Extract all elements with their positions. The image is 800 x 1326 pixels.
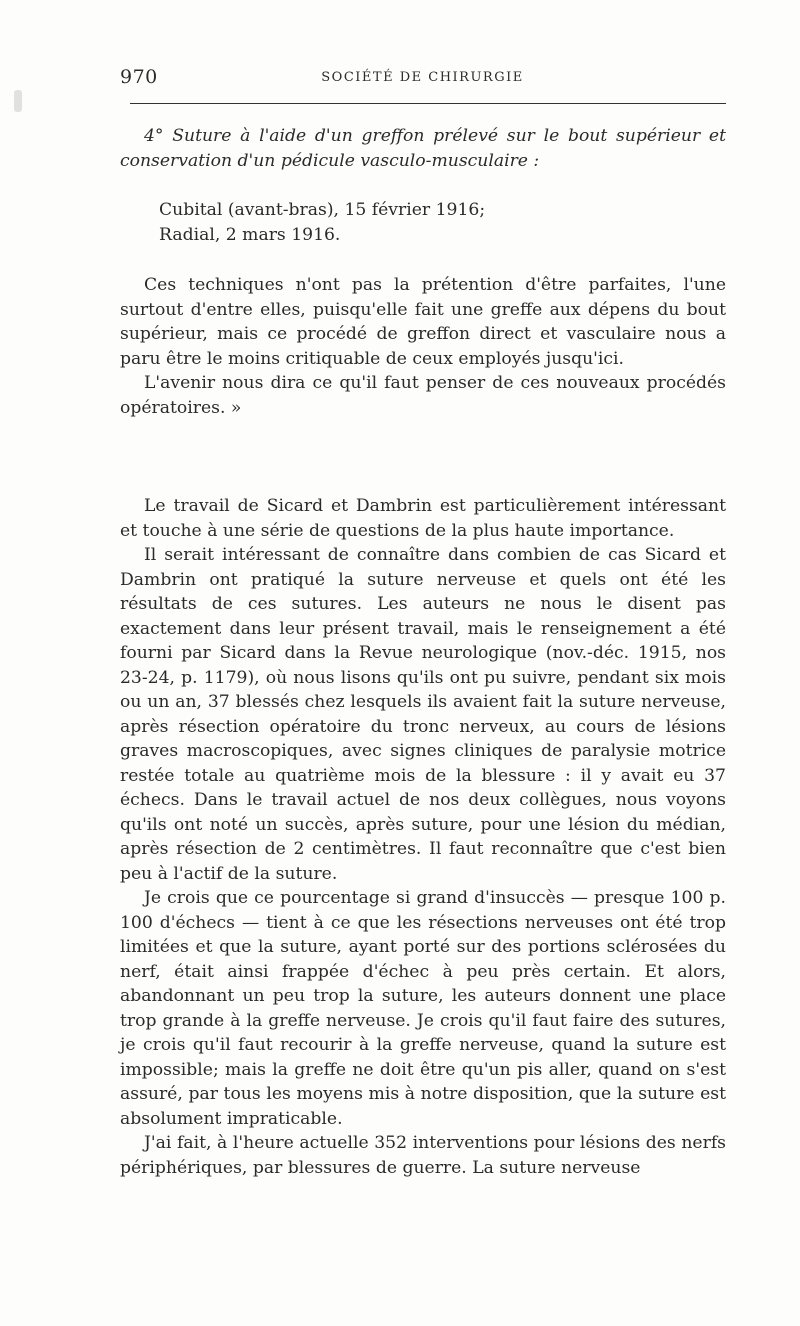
paragraph: J'ai fait, à l'heure actuelle 352 interventions pour lésions des nerfs périphériques, par blessures de guerre. La suture nerveuse <box>120 1133 726 1178</box>
paragraph: L'avenir nous dira ce qu'il faut penser de ces nouveaux procédés opératoires. » <box>120 373 726 418</box>
margin-smudge <box>14 90 22 112</box>
running-head: SOCIÉTÉ DE CHIRURGIE <box>321 70 524 85</box>
technique-heading: 4° Suture à l'aide d'un greffon prélevé sur le bout supérieur et conservation d'un pédicule vasculo-musculaire : <box>120 126 726 171</box>
paragraph: Le travail de Sicard et Dambrin est particulièrement intéressant et touche à une série de questions de la plus haute importance. <box>120 496 726 541</box>
technique-heading-block <box>120 124 726 173</box>
quote-conclusion <box>120 273 726 420</box>
page-number: 970 <box>120 66 158 88</box>
case-item: Radial, 2 mars 1916. <box>159 224 341 245</box>
commentary-body <box>120 494 726 1180</box>
paragraph: Il serait intéressant de connaître dans combien de cas Sicard et Dambrin ont pratiqué la suture nerveuse et quels ont été les résultats de ces sutures. Les auteurs ne nous le disent pas exactement dans leur présent travail, mais le renseignement a été fourni par Sicard dans la Revue neurologique (nov.-déc. 1915, nos 23-24, p. 1179), où nous lisons qu'ils ont pu suivre, pendant six mois ou un an, 37 blessés chez lesquels ils avaient fait la suture nerveuse, après résection opératoire du tronc nerveux, au cours de lésions graves macroscopiques, avec signes cliniques de paralysie motrice restée totale au quatrième mois de la blessure : il y avait eu 37 échecs. Dans le travail actuel de nos deux collègues, nous voyons qu'ils ont noté un succès, après suture, pour une lésion du médian, après résection de 2 centimètres. Il faut reconnaître que c'est bien peu à l'actif de la suture. <box>120 545 726 884</box>
header-rule <box>130 103 726 104</box>
paragraph: Ces techniques n'ont pas la prétention d'être parfaites, l'une surtout d'entre elles, puisqu'elle fait une greffe aux dépens du bout supérieur, mais ce procédé de greffon direct et vasculaire nous a paru être le moins critiquable de ceux employés jusqu'ici. <box>120 275 726 369</box>
page-header <box>120 66 725 90</box>
case-item: Cubital (avant-bras), 15 février 1916; <box>159 200 486 220</box>
case-list <box>120 198 726 247</box>
paragraph: Je crois que ce pourcentage si grand d'insuccès — presque 100 p. 100 d'échecs — tient à ce que les résections nerveuses ont été trop limitées et que la suture, ayant porté sur des portions sclérosées du nerf, était ainsi frappée d'échec à peu près certain. Et alors, abandonnant un peu trop la suture, les auteurs donnent une place trop grande à la greffe nerveuse. Je crois qu'il faut faire des sutures, je crois qu'il faut recourir à la greffe nerveuse, quand la suture est impossible; mais la greffe ne doit être qu'un pis aller, quand on s'est assuré, par tous les moyens mis à notre disposition, que la suture est absolument impraticable. <box>120 888 726 1129</box>
